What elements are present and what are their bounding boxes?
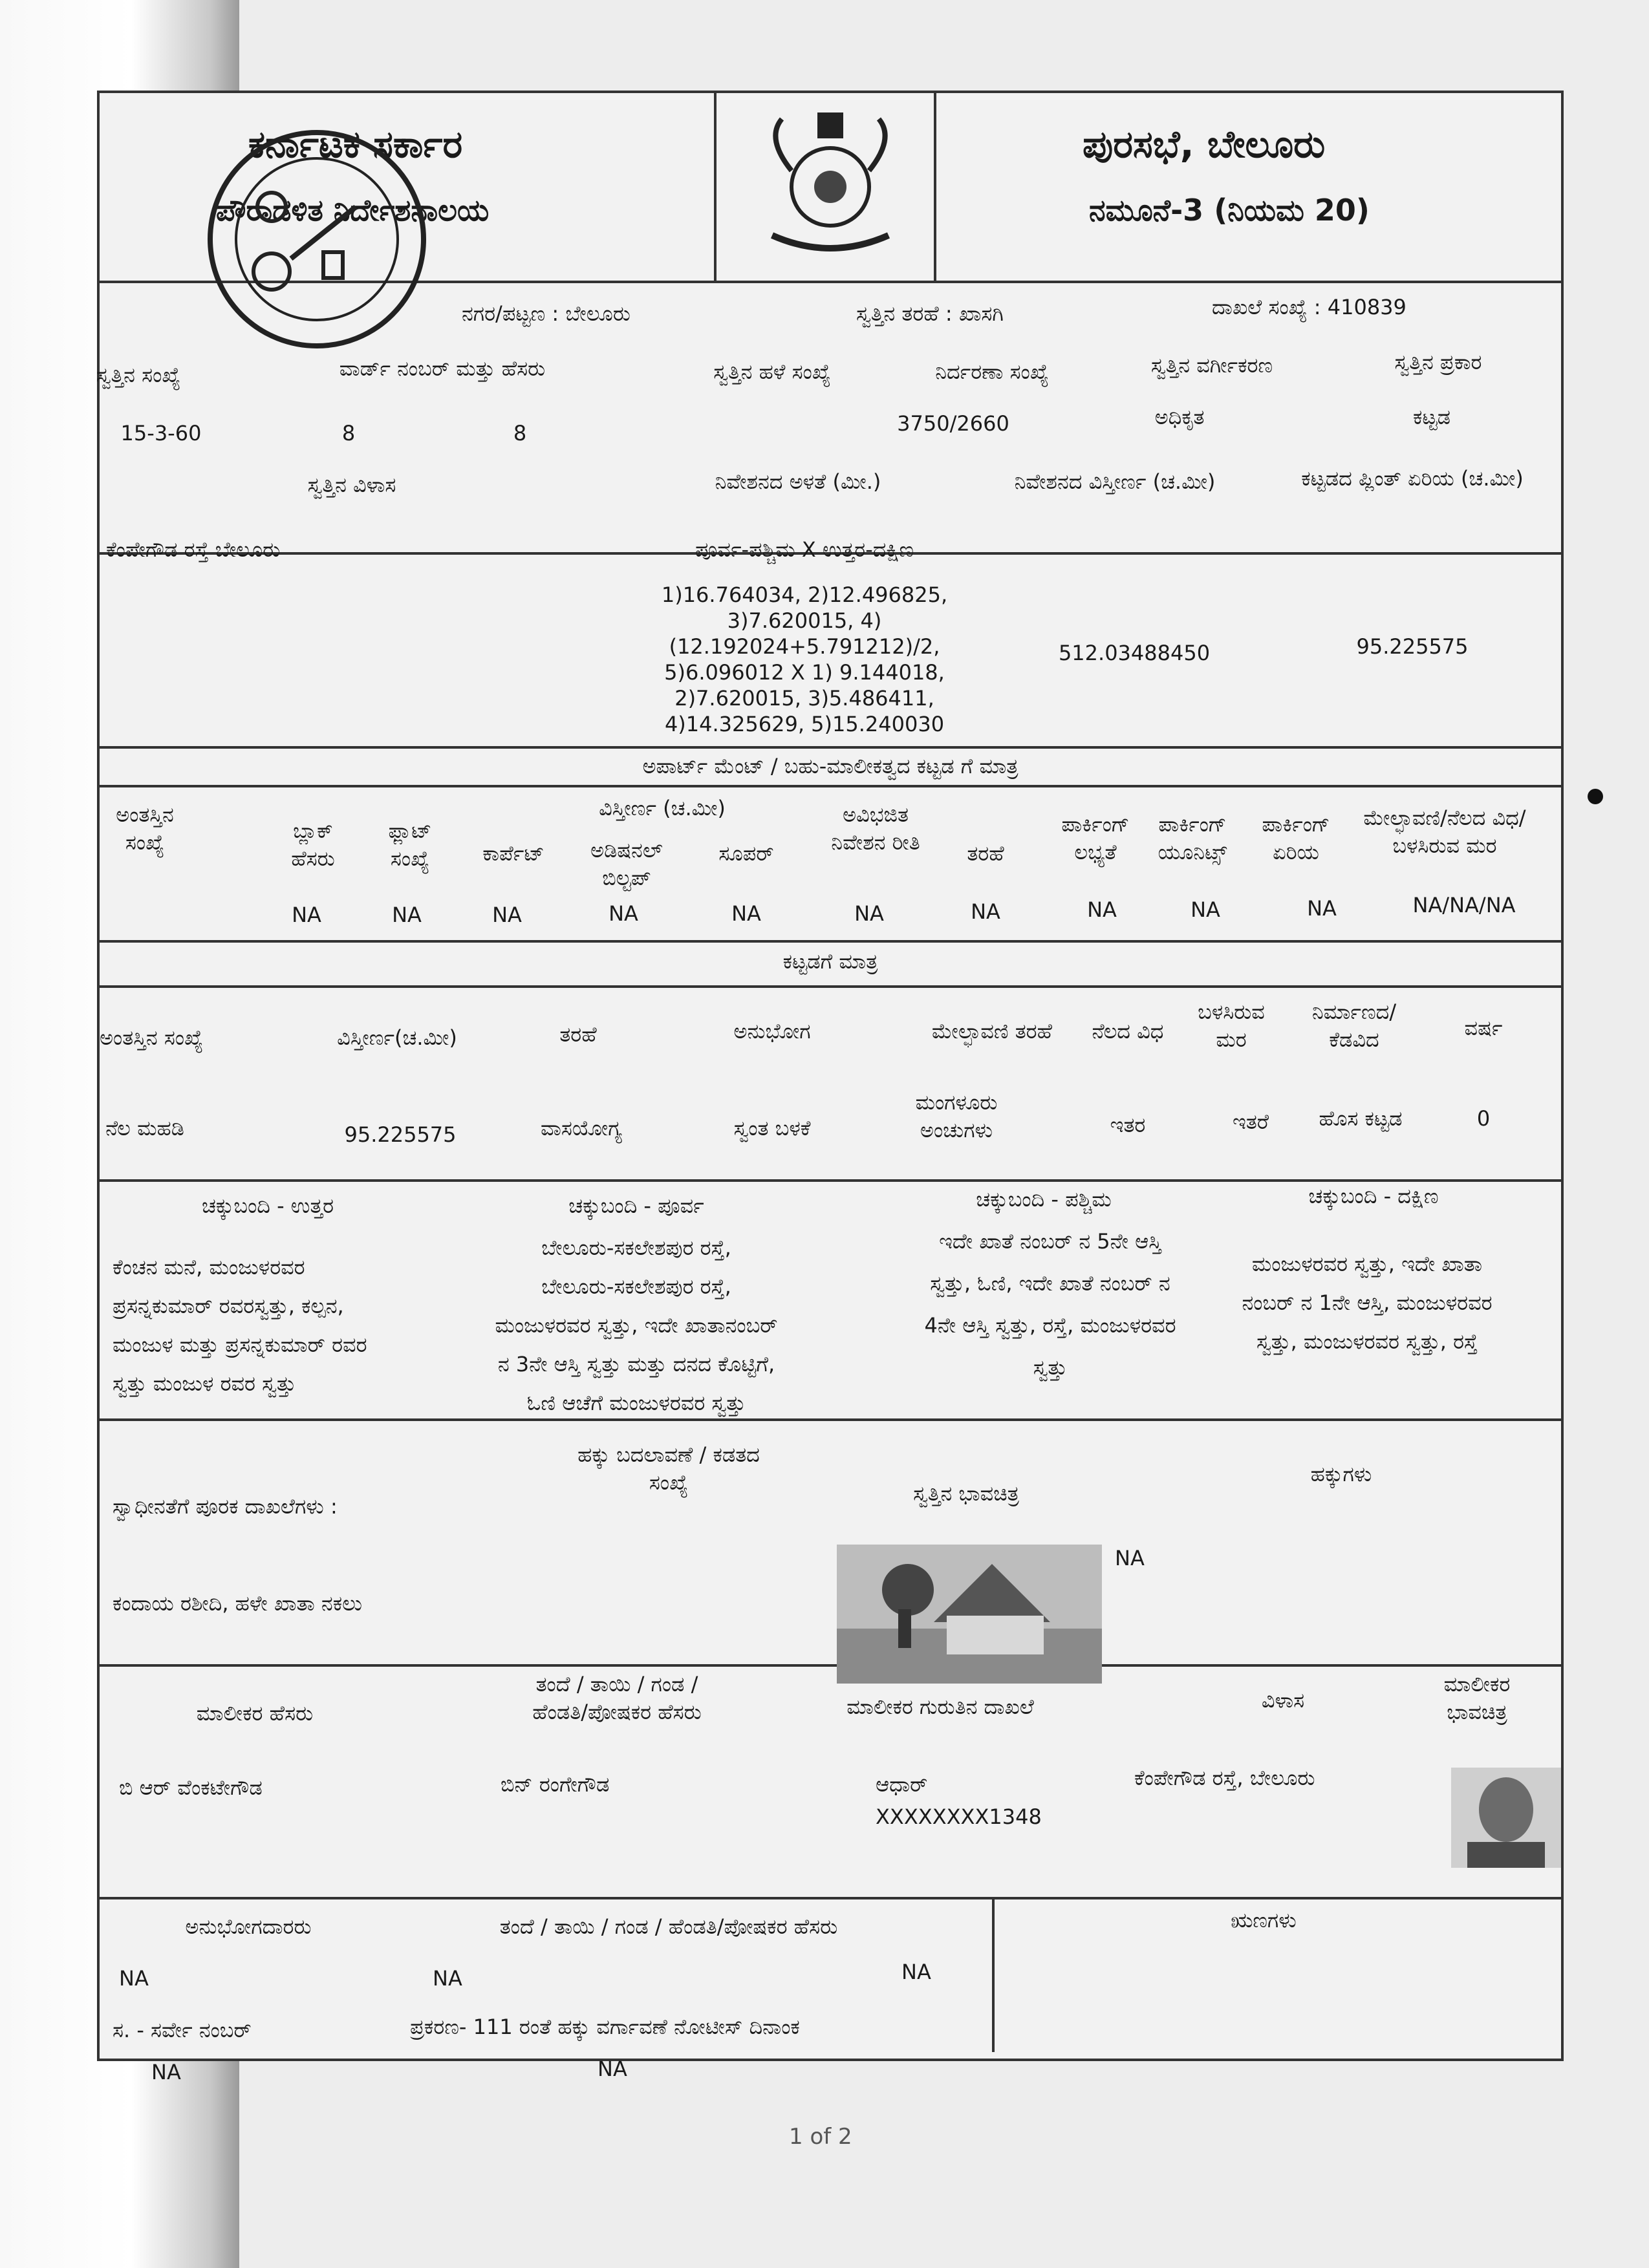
property-photo [837, 1545, 1102, 1684]
dims-heading: ಪೂರ್ವ-ಪಶ್ಚಿಮ X ಉತ್ತರ-ದಕ್ಷಿಣ [695, 537, 914, 562]
apt-value-carpet: NA [492, 903, 522, 927]
apt-area-group: ವಿಸ್ತೀರ್ಣ (ಚ.ಮೀ) [599, 796, 726, 820]
apt-value-roof-floor-wood: NA/NA/NA [1412, 893, 1516, 917]
apt-label-parking-units: ಪಾರ್ಕಿಂಗ್ ಯೂನಿಟ್ಸ್ [1158, 812, 1227, 865]
value-ward-name: 8 [513, 421, 527, 445]
bld-label-year: ವರ್ಷ [1464, 1016, 1503, 1040]
south-line: ನಂಬರ್ ನ 1ನೇ ಆಸ್ತಿ, ಮಂಜುಳರವರ [1242, 1290, 1493, 1315]
bld-label-usage: ಅನುಭೋಗ [733, 1019, 811, 1043]
value-occupant-relation: NA [433, 1966, 462, 1991]
bld-value-usage: ಸ್ವಂತ ಬಳಕೆ [733, 1116, 811, 1140]
label-old-no: ಸ್ವತ್ತಿನ ಹಳೆ ಸಂಖ್ಯೆ [713, 359, 831, 384]
bld-value-floor-type: ಇತರ [1110, 1113, 1146, 1137]
bld-value-wood: ಇತರೆ [1233, 1109, 1269, 1134]
label-owner-address: ವಿಳಾಸ [1261, 1688, 1305, 1713]
bld-value-roof: ಮಂಗಳೂರು ಅಂಚುಗಳು [915, 1090, 998, 1143]
apt-label-block: ಬ್ಲಾಕ್ ಹೆಸರು [291, 818, 335, 872]
east-line: ಮಂಜುಳರವರ ಸ್ವತ್ತು, ಇದೇ ಖಾತಾನಂಬರ್ [495, 1313, 778, 1338]
apt-label-undivided: ಅವಿಭಜಿತ ನಿವೇಶನ ರೀತಿ [831, 802, 920, 855]
bld-value-floor: ನೆಲ ಮಹಡಿ [105, 1116, 184, 1140]
east-line: ಬೇಲೂರು-ಸಕಲೇಶಪುರ ರಸ್ತೆ, [541, 1236, 731, 1260]
value-liabilities: NA [901, 1960, 931, 1984]
label-owner-id: ಮಾಲೀಕರ ಗುರುತಿನ ದಾಖಲೆ [846, 1695, 1034, 1719]
value-supporting-docs: ಕಂದಾಯ ರಶೀದಿ, ಹಳೇ ಖಾತಾ ನಕಲು [113, 1591, 363, 1616]
south-line: ಮಂಜುಳರವರ ಸ್ವತ್ತು, ಇದೇ ಖಾತಾ [1251, 1252, 1483, 1276]
label-west: ಚಕ್ಕುಬಂದಿ - ಪಶ್ಚಿಮ [976, 1187, 1112, 1212]
bld-label-wood: ಬಳಸಿರುವ ಮರ [1198, 1000, 1265, 1053]
value-classification: ಅಧಿಕೃತ [1154, 405, 1205, 429]
label-occupant-relation: ತಂದೆ / ತಾಯಿ / ಗಂಡ / ಹೆಂಡತಿ/ಪೋಷಕರ ಹೆಸರು [499, 1914, 838, 1939]
apt-label-parking-avail: ಪಾರ್ಕಿಂಗ್ ಲಭ್ಯತೆ [1061, 812, 1130, 865]
label-transfer-file: ಹಕ್ಕು ಬದಲಾವಣೆ / ಕಡತದ ಸಂಖ್ಯೆ [577, 1442, 760, 1495]
apartment-title: ಅಪಾರ್ಟ್ ಮೆಂಟ್ / ಬಹು-ಮಾಲೀಕತ್ವದ ಕಟ್ಟಡ ಗೆ ಮಾತ್ರ [642, 754, 1018, 778]
owner-photo [1451, 1768, 1561, 1868]
address-row [100, 462, 1561, 749]
bld-value-construction: ಹೊಸ ಕಟ್ಟಡ [1319, 1106, 1403, 1131]
west-line: ಇದೇ ಖಾತೆ ನಂಬರ್ ನ 5ನೇ ಆಸ್ತಿ [939, 1229, 1161, 1254]
apt-label-flat: ಫ್ಲಾಟ್ ಸಂಖ್ಯೆ [388, 818, 432, 872]
bld-label-type: ತರಹೆ [559, 1022, 597, 1047]
label-owner-photo: ಮಾಲೀಕರ ಭಾವಚಿತ್ರ [1443, 1672, 1511, 1725]
ink-spot [1588, 789, 1603, 804]
label-site-area: ನಿವೇಶನದ ವಿಸ್ತೀರ್ಣ (ಚ.ಮೀ) [1014, 469, 1216, 494]
apt-value-type: NA [971, 899, 1000, 924]
property-type-field: ಸ್ವತ್ತಿನ ತರಹೆ : ಖಾಸಗಿ [856, 301, 1004, 326]
value-owner-relation: ಬಿನ್ ರಂಗೇಗೌಡ [501, 1772, 610, 1797]
east-line: ನ 3ನೇ ಆಸ್ತಿ ಸ್ವತ್ತು ಮತ್ತು ದನದ ಕೊಟ್ಟಿಗೆ, [497, 1352, 775, 1376]
apt-value-parking-units: NA [1191, 897, 1220, 922]
apt-value-flat: NA [392, 903, 422, 927]
apt-label-carpet: ಕಾರ್ಪೆಟ್ [482, 841, 544, 866]
photo-na: NA [1115, 1546, 1145, 1570]
north-line: ಮಂಜುಳ ಮತ್ತು ಪ್ರಸನ್ನಕುಮಾರ್ ರವರ [113, 1332, 367, 1357]
label-owner-relation: ತಂದೆ / ತಾಯಿ / ಗಂಡ / ಹೆಂಡತಿ/ಪೋಷಕರ ಹೆಸರು [532, 1672, 702, 1725]
apt-value-parking-avail: NA [1087, 897, 1117, 922]
value-id-type: ಆಧಾರ್ [876, 1772, 928, 1797]
dims-line: (12.192024+5.791212)/2, [669, 634, 940, 659]
apt-value-additional: NA [609, 901, 638, 926]
label-property-no: ಸ್ವತ್ತಿನ ಸಂಖ್ಯೆ [96, 363, 181, 387]
apt-label-floor: ಅಂತಸ್ತಿನ ಸಂಖ್ಯೆ [116, 802, 174, 855]
label-site-dims: ನಿವೇಶನದ ಅಳತೆ (ಮೀ.) [715, 469, 881, 494]
label-supporting-docs: ಸ್ವಾಧೀನತೆಗೆ ಪೂರಕ ದಾಖಲೆಗಳು : [113, 1494, 338, 1519]
value-ward-no: 8 [341, 421, 356, 445]
bld-value-area: 95.225575 [344, 1122, 457, 1147]
value-survey-number: NA [151, 2060, 181, 2084]
dims-line: 4)14.325629, 5)15.240030 [664, 712, 945, 736]
label-plinth-area: ಕಟ್ಟಡದ ಪ್ಲಿಂತ್ ಏರಿಯ (ಚ.ಮೀ) [1301, 466, 1524, 491]
east-line: ಓಣಿ ಆಚೆಗೆ ಮಂಜುಳರವರ ಸ್ವತ್ತು [526, 1391, 746, 1415]
label-liabilities: ಋಣಗಳು [1231, 1908, 1297, 1932]
label-occupant: ಅನುಭೋಗದಾರರು [185, 1914, 312, 1939]
label-north: ಚಕ್ಕುಬಂದಿ - ಉತ್ತರ [201, 1193, 334, 1218]
building-row [100, 985, 1561, 1182]
form-number: ನಮೂನೆ-3 (ನಿಯಮ 20) [1089, 193, 1370, 228]
label-classification: ಸ್ವತ್ತಿನ ವರ್ಗೀಕರಣ [1150, 353, 1273, 378]
label-notice-date: ಪ್ರಕರಣ- 111 ರಂತೆ ಹಕ್ಕು ವರ್ಗಾವಣೆ ನೋಟೀಸ್ ದಿನಾಂಕ [410, 2015, 800, 2039]
owner-row [100, 1664, 1561, 1899]
bld-value-type: ವಾಸಯೋಗ್ಯ [541, 1116, 622, 1140]
entry-number-field: ದಾಖಲೆ ಸಂಖ್ಯೆ : 410839 [1212, 295, 1406, 319]
occupant-divider [992, 1897, 995, 2052]
value-owner-address: ಕೆಂಪೇಗೌಡ ರಸ್ತೆ, ಬೇಲೂರು [1134, 1766, 1315, 1790]
page-number: 1 of 2 [789, 2124, 852, 2150]
dims-line: 1)16.764034, 2)12.496825, [661, 583, 948, 607]
value-id-number: XXXXXXXX1348 [876, 1804, 1042, 1829]
documents-row [100, 1418, 1561, 1667]
label-ward: ವಾರ್ಡ್ ನಂಬರ್ ಮತ್ತು ಹೆಸರು [339, 356, 546, 381]
bld-value-year: 0 [1476, 1106, 1491, 1131]
dims-line: 3)7.620015, 4) [727, 608, 882, 633]
label-rights: ಹಕ್ಕುಗಳು [1310, 1462, 1372, 1486]
dims-line: 2)7.620015, 3)5.486411, [674, 686, 934, 711]
north-line: ಕೆಂಚನ ಮನೆ, ಮಂಜುಳರವರ [113, 1255, 305, 1279]
dims-line: 5)6.096012 X 1) 9.144018, [664, 660, 945, 685]
apt-value-parking-area: NA [1307, 896, 1337, 921]
value-notice-date: NA [598, 2057, 627, 2081]
value-plinth-area: 95.225575 [1356, 634, 1469, 659]
label-property-photo: ಸ್ವತ್ತಿನ ಭಾವಚಿತ್ರ [913, 1481, 1019, 1506]
bld-label-roof: ಮೇಲ್ಛಾವಣಿ ತರಹೆ [931, 1019, 1053, 1043]
label-east: ಚಕ್ಕುಬಂದಿ - ಪೂರ್ವ [568, 1193, 704, 1218]
apartment-title-row [100, 746, 1561, 787]
building-title-row [100, 940, 1561, 988]
boundaries-row [100, 1179, 1561, 1421]
apt-label-roof-floor-wood: ಮೇಲ್ಛಾವಣಿ/ನೆಲದ ವಿಧ/ಬಳಸಿರುವ ಮರ [1363, 806, 1526, 859]
apt-label-parking-area: ಪಾರ್ಕಿಂಗ್ ಏರಿಯ [1262, 812, 1330, 865]
value-property-no: 15-3-60 [120, 421, 202, 445]
label-address: ಸ್ವತ್ತಿನ ವಿಳಾಸ [307, 473, 396, 497]
east-line: ಬೇಲೂರು-ಸಕಲೇಶಪುರ ರಸ್ತೆ, [541, 1274, 731, 1299]
label-owner-name: ಮಾಲೀಕರ ಹೆಸರು [196, 1701, 314, 1726]
south-line: ಸ್ವತ್ತು, ಮಂಜುಳರವರ ಸ್ವತ್ತು, ರಸ್ತೆ [1256, 1329, 1478, 1354]
apt-value-block: NA [292, 903, 321, 927]
bld-label-construction: ನಿರ್ಮಾಣದ/ ಕೆಡವಿದ [1311, 1000, 1397, 1053]
west-line: 4ನೇ ಆಸ್ತಿ ಸ್ವತ್ತು, ರಸ್ತೆ, ಮಂಜುಳರವರ [924, 1313, 1176, 1338]
label-south: ಚಕ್ಕುಬಂದಿ - ದಕ್ಷಿಣ [1308, 1184, 1439, 1208]
value-property-kind: ಕಟ್ಟಡ [1413, 405, 1450, 429]
value-owner-name: ಬಿ ಆರ್ ವೆಂಕಟೇಗೌಡ [119, 1775, 263, 1800]
municipality-title: ಪುರಸಭೆ, ಬೇಲೂರು [1083, 122, 1326, 166]
occupant-row [100, 1897, 1561, 2059]
state-emblem [746, 100, 914, 274]
apt-label-super: ಸೂಪರ್ [718, 841, 774, 866]
dept-title: ಪೌರಾಡಳಿತ ನಿರ್ದೇಶನಾಲಯ [216, 193, 490, 228]
value-address: ಕೆಂಪೇಗೌಡ ರಸ್ತೆ ಬೇಲೂರು [106, 537, 281, 562]
west-line: ಸ್ವತ್ತು, ಓಣಿ, ಇದೇ ಖಾತೆ ನಂಬರ್ ನ [930, 1271, 1170, 1296]
town-field: ನಗರ/ಪಟ್ಟಣ : ಬೇಲೂರು [462, 301, 630, 326]
gov-title: ಕರ್ನಾಟಕ ಸರ್ಕಾರ [248, 122, 463, 166]
bld-label-area: ವಿಸ್ತೀರ್ಣ(ಚ.ಮೀ) [337, 1025, 457, 1050]
building-title: ಕಟ್ಟಡಗೆ ಮಾತ್ರ [782, 949, 878, 974]
bld-label-floor-type: ನೆಲದ ವಿಧ [1092, 1019, 1164, 1043]
north-line: ಪ್ರಸನ್ನಕುಮಾರ್ ರವರಸ್ವತ್ತು, ಕಲ್ಪನ, [113, 1294, 344, 1318]
apt-value-undivided: NA [854, 901, 884, 926]
value-site-area: 512.03488450 [1058, 641, 1211, 665]
apt-label-type: ತರಹೆ [967, 841, 1004, 866]
property-form [96, 91, 1564, 2084]
official-seal [194, 116, 440, 362]
value-assessment-no: 3750/2660 [897, 411, 1009, 436]
label-assessment-no: ನಿರ್ದರಣಾ ಸಂಖ್ಯೆ [935, 359, 1049, 384]
label-survey-number: ಸ. - ಸರ್ವೇ ನಂಬರ್ [113, 2018, 252, 2042]
value-occupant: NA [119, 1966, 149, 1991]
apt-value-super: NA [731, 901, 761, 926]
north-line: ಸ್ವತ್ತು ಮಂಜುಳ ರವರ ಸ್ವತ್ತು [113, 1371, 296, 1396]
west-line: ಸ್ವತ್ತು [1033, 1355, 1068, 1380]
apt-label-additional: ಅಡಿಷನಲ್ ಬಿಲ್ಟಪ್ [590, 838, 663, 891]
label-property-kind: ಸ್ವತ್ತಿನ ಪ್ರಕಾರ [1394, 350, 1482, 374]
bld-label-floor: ಅಂತಸ್ತಿನ ಸಂಖ್ಯೆ [99, 1025, 204, 1050]
apartment-row [100, 785, 1561, 943]
